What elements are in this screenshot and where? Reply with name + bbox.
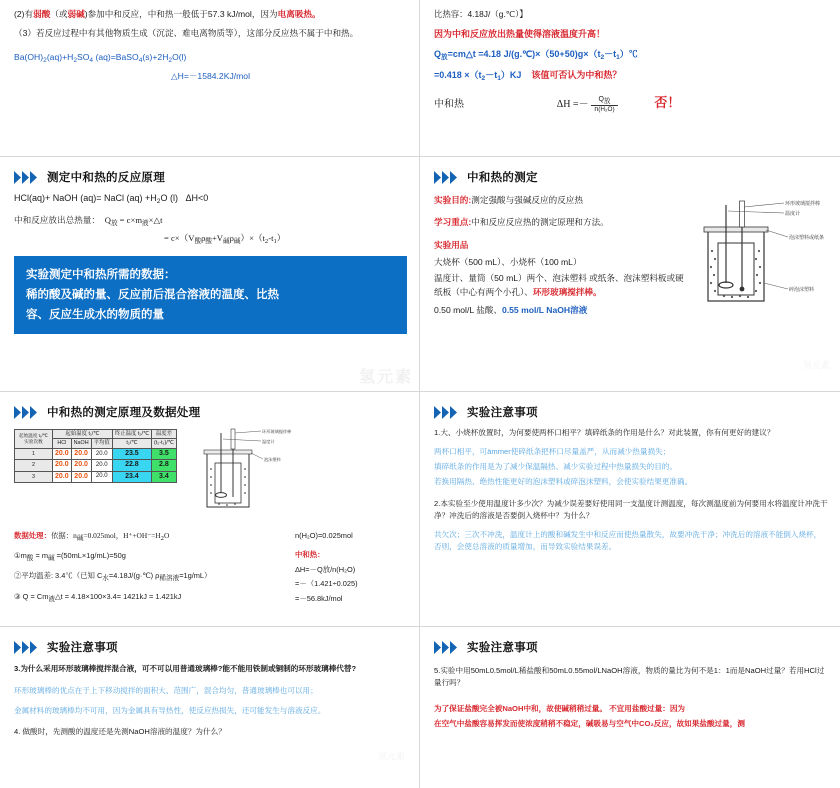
slide-5-side-l1: ΔH=－Q放/n(H₂O) xyxy=(295,564,356,574)
slide-1-line-2: （3）若反应过程中有其他物质生成（沉淀、难电离物质等），这部分反应热不属于中和热。 xyxy=(14,28,359,39)
slide-6-title: 实验注意事项 xyxy=(467,407,538,419)
cell-naoh-1: 20.0 xyxy=(71,448,91,459)
cell-naoh-3: 20.0 xyxy=(71,471,91,482)
cell-hcl-1: 20.0 xyxy=(53,448,72,459)
slide-8-title: 实验注意事项 xyxy=(467,642,538,654)
table-corner: 起始温度 t₁/℃ 实验次数 xyxy=(15,430,53,449)
slide-5-step-1: ①m酸 = m碱 =(50mL×1g/mL)=50g xyxy=(14,551,126,563)
slide-5-apparatus xyxy=(185,427,295,524)
cell-avg-3: 20.0 xyxy=(91,471,112,482)
cell-t2-3: 23.4 xyxy=(112,471,151,482)
callout-line-1: 实验测定中和热所需的数据： xyxy=(26,268,176,281)
table-sub-avg: 平均值 xyxy=(91,439,112,448)
slide-1-equation: $Ba(OH)_2(aq)+H_2SO_4$ $(aq)=BaSO_4(s)+2H_2O(l)$ xyxy=(14,51,187,64)
chevron-right-icon xyxy=(14,171,40,184)
cell-hcl-2: 20.0 xyxy=(53,460,72,471)
slide-6-header xyxy=(434,404,828,420)
svg-text:泡沫塑料或纸条: 泡沫塑料或纸条 xyxy=(789,235,825,241)
slide-8-a5-line1: 为了保证盐酸完全被NaOH中和，故使碱稍稍过量。 不宜用盐酸过量：因为 xyxy=(434,704,686,714)
slide-4-naoh: 0.55 mol/L NaOH溶液 xyxy=(501,304,588,315)
slide-4-purpose xyxy=(434,194,689,207)
cell-avg-1: 20.0 xyxy=(91,448,112,459)
cell-t2-2: 22.8 xyxy=(112,460,151,471)
slide-4-body xyxy=(434,194,689,317)
slide-4-purpose-text: 测定强酸与强碱反应的反应热 xyxy=(471,195,583,205)
slide-5-n-water: n(H₂O)=0.025mol xyxy=(295,531,353,540)
table-sub-naoh: NaOH xyxy=(71,439,91,448)
slide-5-side-l2: =－（1.421÷0.025) xyxy=(295,579,358,589)
apparatus-diagram xyxy=(680,197,830,322)
slide-6-q1: 1.大、小烧杯放置时，为何要使两杯口相平？填碎纸条的作用是什么？对此装置，你有何更好的建议？ xyxy=(434,428,775,437)
data-table xyxy=(14,429,177,483)
slide-5-title: 中和热的测定原理及数据处理 xyxy=(47,407,201,419)
svg-text:环形玻璃搅拌棒: 环形玻璃搅拌棒 xyxy=(785,201,821,207)
slide-5-basis-label: 数据处理： xyxy=(14,531,51,540)
slide-8-q5: 5.实验中用50mL0.5mol/L稀盐酸和50mL0.55mol/LNaOH溶液，物质的量比为何不是1：1而是NaOH过量？若用HCl过量行吗？ xyxy=(434,666,825,688)
slide-5 xyxy=(0,392,420,627)
slide-5-basis: 数据处理：依据：n碱=0.025mol，H⁺+OH⁻=H2O xyxy=(14,531,170,542)
kw-ionization-endotherm: 电离吸热。 xyxy=(277,9,321,19)
cell-naoh-2: 20.0 xyxy=(71,460,91,471)
slide-3-header xyxy=(14,169,407,185)
slide-1-line-1: (2)有弱酸（或弱碱)参加中和反应，中和热一般低于57.3 kJ/mol，因为电离吸热。 xyxy=(14,9,321,19)
watermark-secondary: 氢元素 xyxy=(802,360,830,370)
slide-4-header xyxy=(434,169,828,185)
callout-line-3: 容、反应生成水的物质的量 xyxy=(26,308,164,321)
svg-text:温度计: 温度计 xyxy=(785,211,801,217)
slide-1-body xyxy=(14,8,407,83)
slide-5-header xyxy=(14,404,407,420)
table-header-row-1 xyxy=(15,430,177,439)
calorimeter-svg xyxy=(680,197,830,317)
slide-1 xyxy=(0,0,420,157)
table-row xyxy=(15,471,177,482)
slide-5-processing xyxy=(14,530,289,608)
svg-text:环形玻璃搅拌棒: 环形玻璃搅拌棒 xyxy=(261,429,292,434)
cell-dt-1: 3.5 xyxy=(152,448,177,459)
table-group-end: 终止温度 t₂/℃ xyxy=(112,430,151,439)
slide-7-q4: 4. 做酸时，先测酸的温度还是先测NaOH溶液的温度？为什么？ xyxy=(14,727,226,737)
slide-3-title: 测定中和热的反应原理 xyxy=(47,172,165,184)
slide-3-total-heat-2: = $c\times(V_酸\rho_酸+V_碱\rho_碱)\times(t_2-t_1)$ xyxy=(164,233,286,246)
table-row xyxy=(15,460,177,471)
slide-4-focus xyxy=(434,216,689,229)
calorimeter-small-svg xyxy=(185,427,295,519)
cell-dt-3: 3.4 xyxy=(152,471,177,482)
slide-7-title: 实验注意事项 xyxy=(47,642,118,654)
slide-2-eq-2: $=0.418 \times(t_2-t_1)KJ$ 该值可否认为中和热？ xyxy=(434,70,622,83)
slide-2-body xyxy=(434,8,828,114)
slide-6-a1-line3: 若换用隔热、绝热性能更好的泡沫塑料或碎泡沫塑料，会使实验结果更准确。 xyxy=(434,477,693,487)
slide-7-a3-line2: 金属材料的玻璃棒均不可用，因为金属具有导热性，使反应热损失，还可能发生与溶液反应。 xyxy=(14,706,326,716)
slide-4-supplies-label: 实验用品 xyxy=(434,239,469,250)
slide-6-q2: 2.本实验至少使用温度计多少次？为减少误差要好使用同一支温度计测温度，每次测温度前为何要用水将温度计冲洗干净？冲洗后的溶液是否要倒入烧杯中？为什么？ xyxy=(434,498,828,520)
slide-4 xyxy=(420,157,840,392)
slide-6-body xyxy=(434,427,828,553)
watermark-secondary: 氢元素 xyxy=(377,751,405,761)
row-label-2: 2 xyxy=(15,460,53,471)
slide-4-hcl: 0.50 mol/L 盐酸、 xyxy=(434,304,502,315)
chevron-right-icon xyxy=(14,406,40,419)
slide-2-specific-heat: 比热容：4.18J/（g.℃）】 xyxy=(434,9,528,19)
slide-7-q3: 3.为什么采用环形玻璃棒搅拌混合液，可不可以用普通玻璃棒?能不能用铁制或铜制的环形玻璃棒代替? xyxy=(14,664,357,673)
callout-line-2: 稀的酸及碱的量、反应前后混合溶液的温度、比热 xyxy=(26,288,279,301)
row-label-3: 3 xyxy=(15,471,53,482)
row-label-1: 1 xyxy=(15,448,53,459)
slide-4-supplies-1: 大烧杯（500 mL）、小烧杯（100 mL） xyxy=(434,256,582,267)
slide-4-stirrer: 环形玻璃搅拌棒。 xyxy=(532,286,602,297)
slide-8-header xyxy=(434,639,828,655)
slide-5-side-title: 中和热： xyxy=(295,550,325,560)
watermark: 氢元素 xyxy=(358,369,413,386)
table-group-start: 起始温度 t₁/℃ xyxy=(53,430,113,439)
slide-5-step-3: ③ Q = Cm液△t = 4.18×100×3.4= 1421kJ = 1.421kJ xyxy=(14,591,182,603)
chevron-right-icon xyxy=(434,171,460,184)
slide-6-a1-line1: 两杯口相平，可ämmer使碎纸条把杯口尽量盖严，从而减少热量损失； xyxy=(434,447,671,457)
slide-3 xyxy=(0,157,420,392)
cell-dt-2: 2.8 xyxy=(152,460,177,471)
slide-5-side xyxy=(295,530,407,608)
slide-3-body xyxy=(14,192,407,248)
slide-2-reason: 因为中和反应放出热量使得溶液温度升高！ xyxy=(434,29,606,40)
slide-4-focus-label: 学习重点: xyxy=(434,217,472,228)
slide-6 xyxy=(420,392,840,627)
slide-7 xyxy=(0,627,420,788)
slide-8 xyxy=(420,627,840,788)
slide-3-callout xyxy=(14,256,407,334)
slide-7-a3-line1: 环形玻璃棒的优点在于上下移动搅拌的面积大、范围广，混合均匀，普通玻璃棒也可以用； xyxy=(14,686,318,696)
table-sub-t2: t₂/℃ xyxy=(112,439,151,448)
slide-5-step-2: ②平均温差: 3.4℃（已知 C水=4.18J/(g·℃) ρ稀溶液=1g/mL） xyxy=(14,571,212,583)
slide-8-body xyxy=(434,665,828,731)
chevron-right-icon xyxy=(434,641,460,654)
cell-avg-2: 20.0 xyxy=(91,460,112,471)
slide-5-side-l3: =－56.8kJ/mol xyxy=(295,593,343,603)
cell-hcl-3: 20.0 xyxy=(53,471,72,482)
svg-text:泡沫塑料: 泡沫塑料 xyxy=(263,457,281,462)
slide-4-title: 中和热的测定 xyxy=(467,172,538,184)
slide-2-eq-3: 中和热 ΔH =－ $\frac{\text{Q放}}{\text{n(H₂O)}}$ 否！ xyxy=(434,95,681,114)
slide-1-enthalpy: △H=－1584.2KJ/mol xyxy=(171,70,250,81)
table-group-diff: 温度差 xyxy=(152,430,177,439)
slide-4-supplies-2-text: 温度计、量筒（50 mL）两个、泡沫塑料 或纸条、泡沫塑料板或硬纸板（中心有两个小孔）、 xyxy=(434,273,684,297)
slide-2-eq-1: $Q_放=cm\triangle t =4.18$ $J/(g.℃)\times(50+50)g\times(t_2-t_1)℃$ xyxy=(434,48,638,61)
slide-4-supplies-2 xyxy=(434,272,689,299)
kw-weak-acid: 弱酸 xyxy=(33,9,51,19)
slide-7-body xyxy=(14,663,407,739)
slide-4-focus-text: 中和反应反应热的测定原理和方法。 xyxy=(471,217,609,228)
slide-3-equation: HCl(aq)+ NaOH (aq)= NaCl $(aq) +H_2O$ (l) ΔH<0 xyxy=(14,193,209,205)
slide-7-header xyxy=(14,639,407,655)
slide-2 xyxy=(420,0,840,157)
slide-4-solutions xyxy=(434,304,689,317)
svg-text:碎泡沫塑料: 碎泡沫塑料 xyxy=(789,287,815,293)
table-sub-hcl: HCl xyxy=(53,439,72,448)
slide-8-a5-line2: 在空气中盐酸容易挥发而使浓度稍稍不稳定，碱吸易与空气中CO₂反应，故如果盐酸过量，测 xyxy=(434,719,745,729)
kw-weak-base: 弱碱 xyxy=(67,9,85,19)
cell-t2-1: 23.5 xyxy=(112,448,151,459)
table-sub-dt: (t₂-t₁)/℃ xyxy=(152,439,177,448)
table-row xyxy=(15,448,177,459)
svg-text:温度计: 温度计 xyxy=(261,439,275,444)
slide-6-a1-line2: 填碎纸条的作用是为了减少保温隔热、减少实验过程中热量损失的目的。 xyxy=(434,462,677,472)
slide-4-purpose-label: 实验目的: xyxy=(434,195,472,205)
chevron-right-icon xyxy=(14,641,40,654)
slide-6-a2: 共欠次；三次不冲洗，温度计上的酸和碱发生中和反应而使热量散失，故要冲洗干净；冲洗后的溶液不能倒入烧杯，否则，会使总溶液的质量增加，而导致实验结果误差。 xyxy=(434,529,822,551)
slide-3-total-heat: 中和反应放出总热量： $Q_放$ = $c\times m_液\times\triangle t$ xyxy=(14,215,163,228)
chevron-right-icon xyxy=(434,406,460,419)
